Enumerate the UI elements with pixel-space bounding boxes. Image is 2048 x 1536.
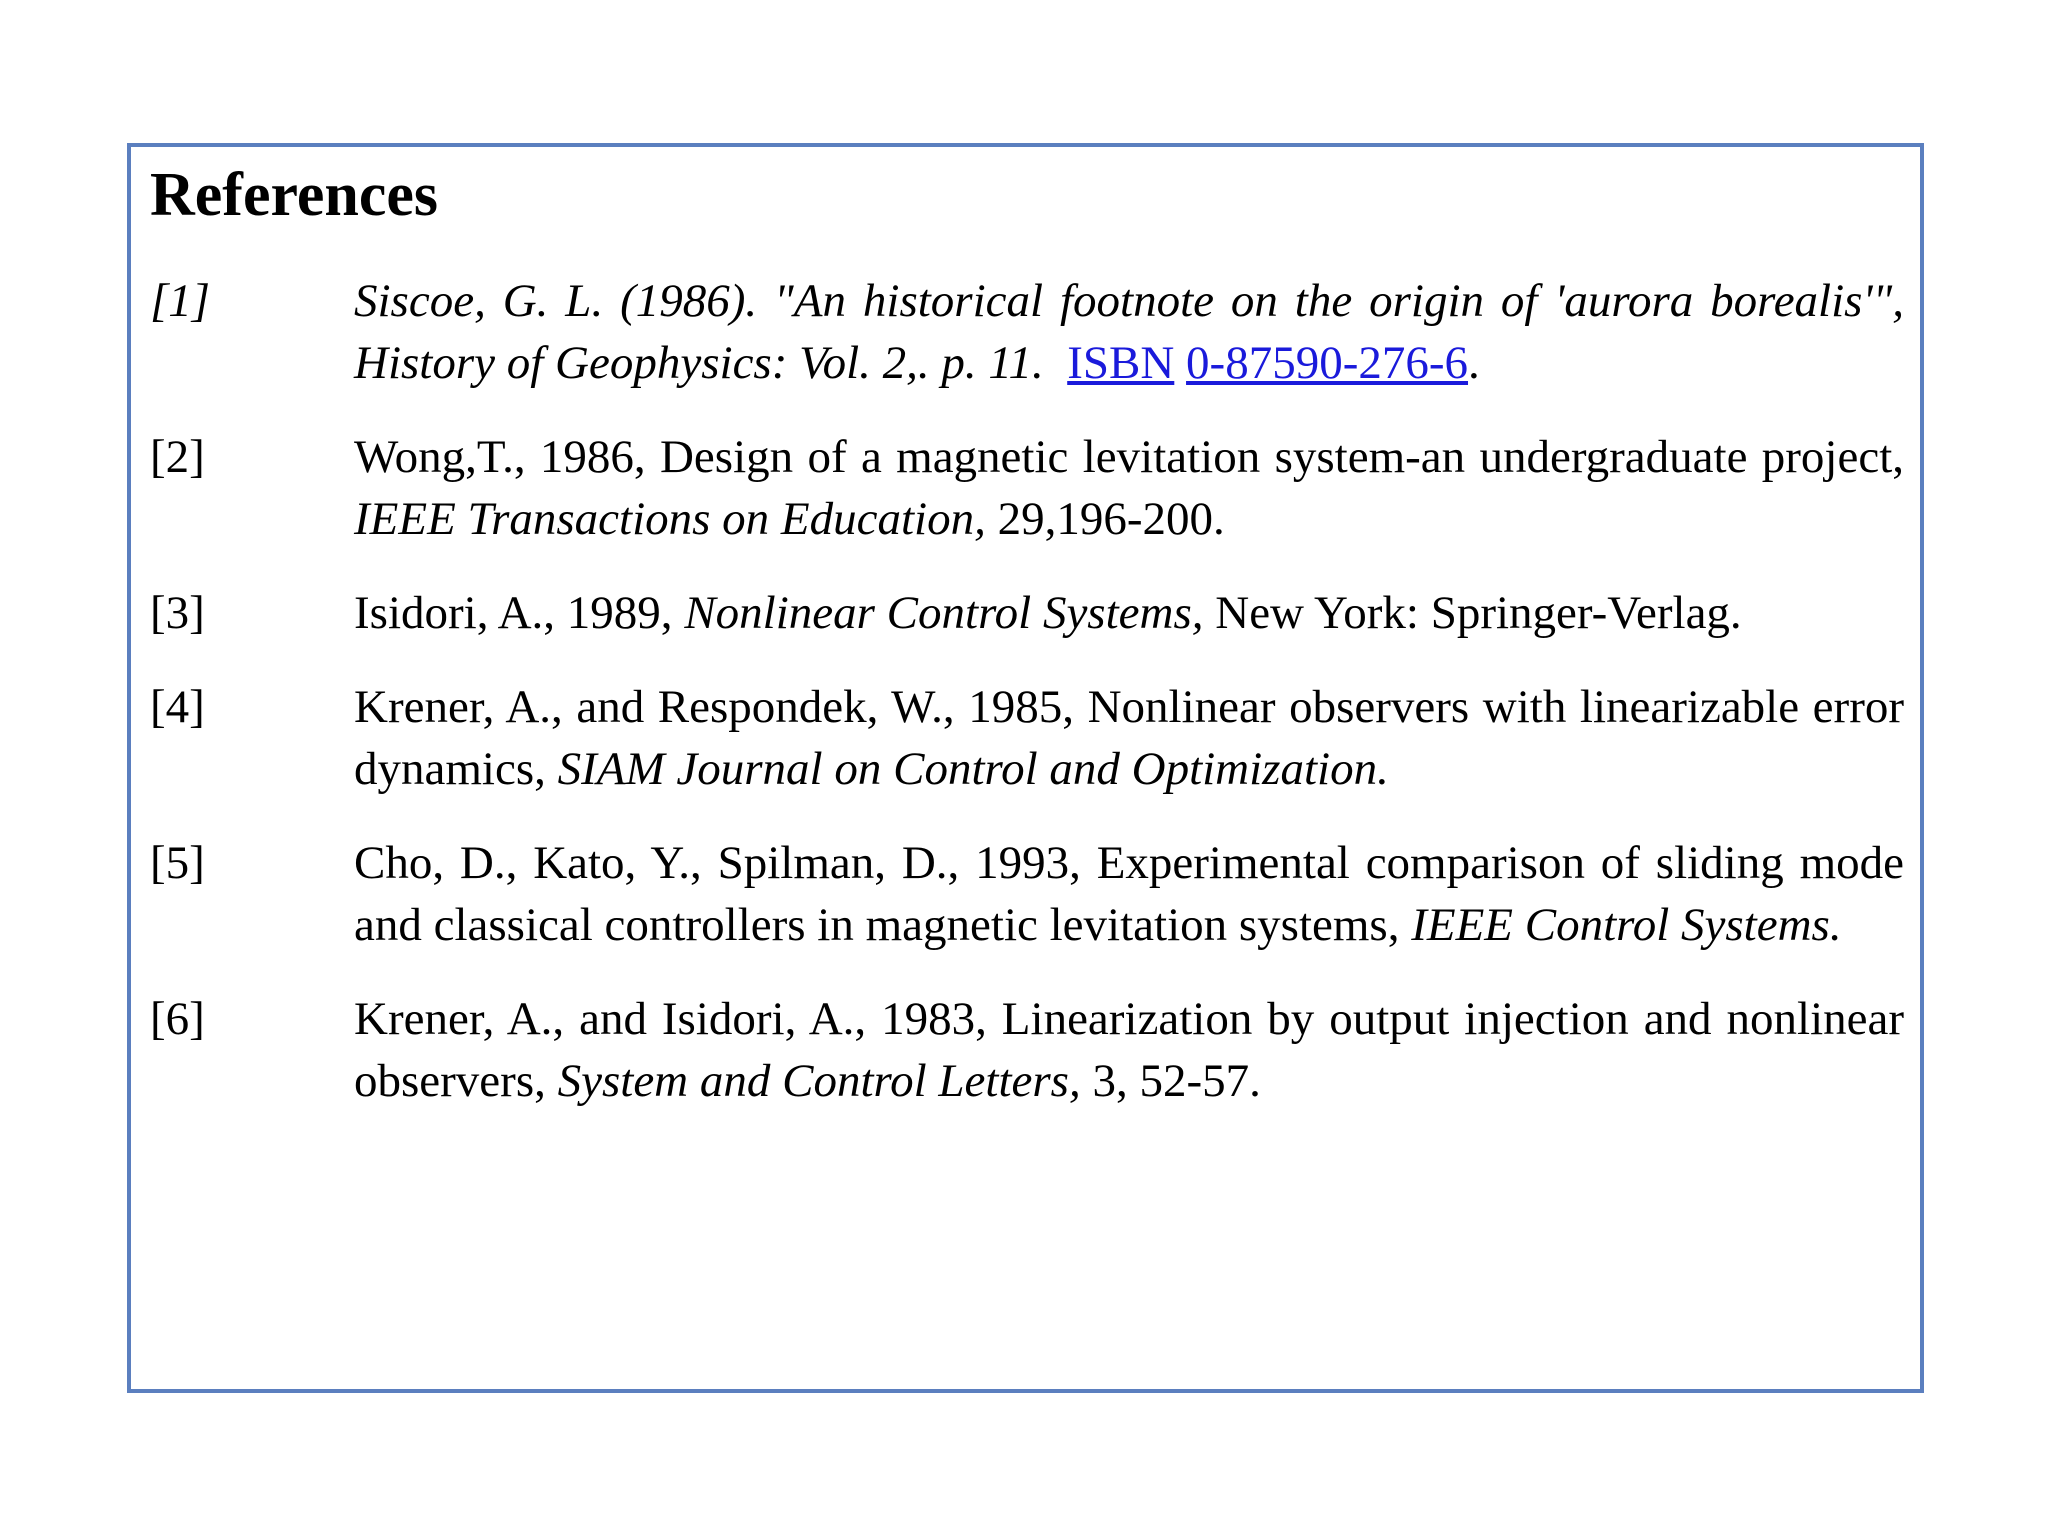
reference-trailing: .	[1468, 337, 1480, 389]
reference-number: [2]	[150, 431, 205, 483]
reference-number: [1]	[150, 275, 211, 327]
reference-journal: System and Control Letters,	[557, 1055, 1081, 1107]
reference-item	[150, 676, 1904, 800]
reference-text: Siscoe, G. L. (1986). "An historical footnote on the origin of 'aurora borealis'", History of Geophysics: Vol. 2,. p. 11.	[354, 275, 1904, 389]
reference-journal: IEEE Control Systems.	[1411, 899, 1842, 951]
reference-item	[150, 832, 1904, 956]
reference-item	[150, 426, 1904, 550]
reference-details: 29,196-200.	[985, 493, 1225, 545]
reference-item	[150, 270, 1904, 394]
reference-authors: Wong,T., 1986, Design of a magnetic levitation system-an undergraduate project,	[354, 431, 1904, 483]
reference-journal: Nonlinear Control Systems,	[684, 587, 1204, 639]
reference-authors: Krener, A., and Isidori, A., 1983, Linearization by output injection and nonlinear observers,	[354, 993, 1904, 1107]
isbn-link[interactable]: ISBN	[1067, 337, 1175, 389]
reference-number: [4]	[150, 681, 205, 733]
reference-journal: IEEE Transactions on Education,	[354, 493, 986, 545]
reference-list	[150, 270, 1904, 1144]
reference-authors: Isidori, A., 1989,	[354, 587, 685, 639]
reference-authors: Cho, D., Kato, Y., Spilman, D., 1993, Experimental comparison of sliding mode and classical controllers in magnetic levitation systems,	[354, 837, 1904, 951]
reference-number: [5]	[150, 837, 205, 889]
reference-number: [3]	[150, 587, 205, 639]
reference-number: [6]	[150, 993, 205, 1045]
page-title: References	[150, 161, 439, 229]
reference-item	[150, 988, 1904, 1112]
reference-details: New York: Springer-Verlag.	[1203, 587, 1742, 639]
reference-authors: Krener, A., and Respondek, W., 1985, Nonlinear observers with linearizable error dynamics,	[354, 681, 1904, 795]
isbn-number-link[interactable]: 0-87590-276-6	[1186, 337, 1469, 389]
reference-item	[150, 582, 1904, 644]
reference-journal: SIAM Journal on Control and Optimization.	[557, 743, 1389, 795]
reference-details: 3, 52-57.	[1080, 1055, 1261, 1107]
